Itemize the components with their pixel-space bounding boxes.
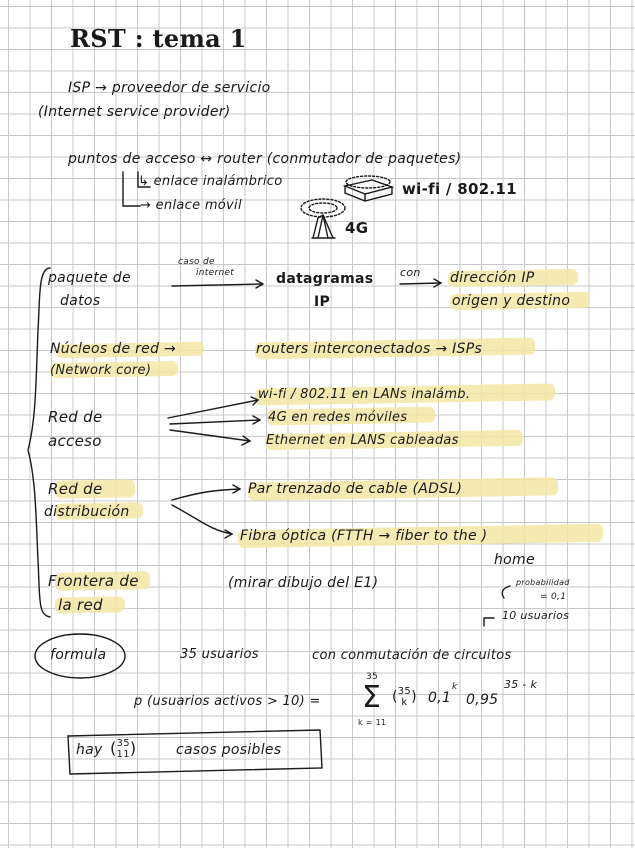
sum-symbol: Σ (362, 680, 382, 715)
wifi-label: wi-fi / 802.11 (402, 180, 517, 198)
ip-label: IP (314, 294, 331, 310)
red-acceso-label-2: acceso (48, 432, 102, 450)
red-acceso-item: wi-fi / 802.11 en LANs inalámb. (258, 387, 471, 402)
direccion-line-1: dirección IP (450, 270, 535, 286)
red-acceso-item: 4G en redes móviles (268, 410, 408, 425)
red-distribucion-item: Par trenzado de cable (ADSL) (248, 481, 463, 497)
puntos-acceso-line: puntos de acceso ↔ router (conmutador de paquetes) (68, 151, 462, 167)
paquete-label-1: paquete de (48, 270, 131, 286)
formula-binomial: (35 k ) (392, 686, 417, 708)
hay-binomial: (35 11) (110, 738, 137, 760)
arrow-label-2: internet (196, 268, 235, 278)
probabilidad-value: = 0,1 (540, 592, 567, 602)
page-title: RST : tema 1 (70, 24, 247, 53)
formula-usuarios: 35 usuarios (180, 647, 259, 662)
usuarios-label: 10 usuarios (502, 609, 570, 622)
datagramas: datagramas (276, 271, 374, 287)
formula-label: formula (50, 647, 107, 663)
hay-binom-bottom: 11 (116, 749, 130, 760)
binom-top: 35 (397, 686, 412, 697)
sum-bottom: k = 11 (358, 718, 387, 727)
network-core: (Network core) (50, 363, 152, 378)
nucleos-label: Núcleos de red → (50, 341, 177, 357)
formula-exp1: k (452, 682, 458, 692)
hay-suffix: casos posibles (176, 742, 282, 758)
frontera-label-2: la red (58, 596, 103, 614)
routers-interconectados: routers interconectados → ISPs (256, 341, 483, 357)
enlace-movil: → enlace móvil (140, 198, 242, 213)
frontera-label-1: Frontera de (48, 572, 139, 590)
red-acceso-item: Ethernet en LANS cableadas (266, 433, 459, 448)
isp-line: ISP → proveedor de servicio (68, 80, 271, 96)
frontera-note: (mirar dibujo del E1) (228, 575, 379, 591)
isp-expansion: (Internet service provider) (38, 104, 231, 120)
con-label: con (400, 266, 421, 279)
binom-bottom: k (401, 697, 408, 708)
red-distribucion-item: Fibra óptica (FTTH → fiber to the ) (240, 528, 488, 544)
direccion-line-2: origen y destino (452, 293, 571, 309)
probabilidad-label: probabilidad (516, 578, 570, 587)
sum-top: 35 (366, 672, 379, 682)
formula-term2: 0,95 (466, 692, 499, 708)
formula-lhs: p (usuarios activos > 10) = (134, 694, 321, 709)
hay-binom-top: 35 (116, 738, 130, 749)
formula-exp2: 35 - k (504, 678, 538, 691)
paquete-label-2: datos (60, 293, 101, 309)
4g-label: 4G (345, 219, 369, 237)
red-distribucion-label-1: Red de (48, 480, 103, 498)
formula-text: con conmutación de circuitos (312, 648, 512, 663)
home-label: home (494, 552, 535, 568)
hay-prefix: hay (76, 742, 103, 758)
red-distribucion-label-2: distribución (44, 504, 130, 520)
enlace-inalambrico: ↳ enlace inalámbrico (138, 174, 283, 189)
arrow-label-1: caso de (178, 257, 215, 267)
red-acceso-label-1: Red de (48, 408, 103, 426)
formula-term1: 0,1 (428, 690, 452, 706)
